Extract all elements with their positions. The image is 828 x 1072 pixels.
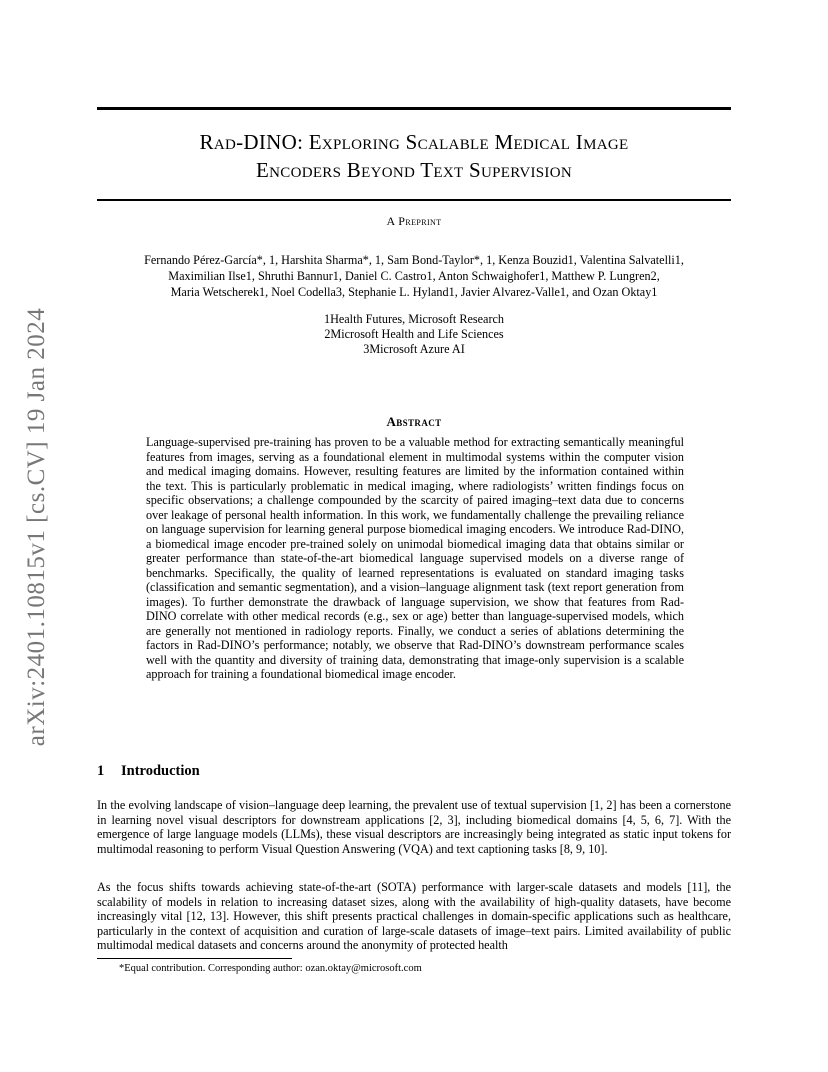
footnote: *Equal contribution. Corresponding author: ozan.oktay@microsoft.com xyxy=(119,963,422,974)
paper-title-line2: Encoders Beyond Text Supervision xyxy=(256,158,572,182)
abstract-heading: Abstract xyxy=(386,414,442,429)
paper-title-line1: Rad-DINO: Exploring Scalable Medical Image xyxy=(199,130,629,154)
title-bottom-rule xyxy=(97,199,731,201)
affiliations xyxy=(97,312,731,357)
section-title: Introduction xyxy=(121,763,200,779)
section-heading-introduction xyxy=(97,763,200,780)
section-number: 1 xyxy=(97,763,105,779)
authors-line2: Maximilian Ilse1, Shruthi Bannur1, Daniel C. Castro1, Anton Schwaighofer1, Matthew P. Lungren2, xyxy=(168,269,660,283)
abstract-text: Language-supervised pre-training has proven to be a valuable method for extracting semantically meaningful features from images, serving as a foundational element in multimodal systems within the computer vision and medical imaging domains. However, resulting features are limited by the information contained within the text. This is particularly problematic in medical imaging, where radiologists’ written findings focus on specific observations; a challenge compounded by the scarcity of paired imaging–text data due to concerns over leakage of personal health information. In this work, we fundamentally challenge the prevailing reliance on language supervision for learning general purpose biomedical imaging encoders. We introduce Rad-DINO, a biomedical image encoder pre-trained solely on unimodal biomedical imaging data that obtains similar or greater performance than state-of-the-art biomedical language supervised models on a diverse range of benchmarks. Specifically, the quality of learned representations is evaluated on standard imaging tasks (classification and semantic segmentation), and a vision–language alignment task (text report generation from images). To further demonstrate the drawback of language supervision, we show that features from Rad-DINO correlate with other medical records (e.g., sex or age) better than language-supervised models, which are generally not mentioned in radiology reports. Finally, we conduct a series of ablations determining the factors in Rad-DINO’s performance; notably, we observe that Rad-DINO’s downstream performance scales well with the quantity and diversity of training data, demonstrating that image-only supervision is a scalable approach for training a foundational biomedical image encoder. xyxy=(146,435,684,681)
footnote-rule xyxy=(97,958,292,959)
author-list xyxy=(97,252,731,300)
affiliation-2: 2Microsoft Health and Life Sciences xyxy=(324,327,504,341)
arxiv-sidebar-stamp xyxy=(14,296,60,758)
intro-paragraph-1: In the evolving landscape of vision–language deep learning, the prevalent use of textual supervision [1, 2] has been a cornerstone in learning novel visual descriptors for downstream applications [2, 3], including biomedical domains [4, 5, 6, 7]. With the emergence of large language models (LLMs), these visual descriptors are increasingly being integrated as static input tokens for multimodal reasoning to perform Visual Question Answering (VQA) and text captioning tasks [8, 9, 10]. xyxy=(97,798,731,856)
authors-line3: Maria Wetscherek1, Noel Codella3, Stephanie L. Hyland1, Javier Alvarez-Valle1, and Ozan Oktay1 xyxy=(170,285,658,299)
title-top-rule xyxy=(97,107,731,110)
paper-title xyxy=(97,128,731,184)
preprint-label: A Preprint xyxy=(386,214,442,228)
authors-line1: Fernando Pérez-García*, 1, Harshita Sharma*, 1, Sam Bond-Taylor*, 1, Kenza Bouzid1, Valentina Salvatelli1, xyxy=(144,253,684,267)
affiliation-1: 1Health Futures, Microsoft Research xyxy=(323,312,505,326)
arxiv-id-text: arXiv:2401.10815v1 [cs.CV] 19 Jan 2024 xyxy=(23,307,50,747)
intro-paragraph-2: As the focus shifts towards achieving state-of-the-art (SOTA) performance with larger-scale datasets and models [11], the scalability of models in relation to increasing dataset sizes, along with the availability of high-quality datasets, have become increasingly vital [12, 13]. However, this shift presents practical challenges in domain-specific applications such as healthcare, particularly in the context of acquisition and curation of large-scale datasets of image–text pairs. Limited availability of public multimodal medical datasets and concerns around the anonymity of protected health xyxy=(97,880,731,952)
affiliation-3: 3Microsoft Azure AI xyxy=(363,342,465,356)
